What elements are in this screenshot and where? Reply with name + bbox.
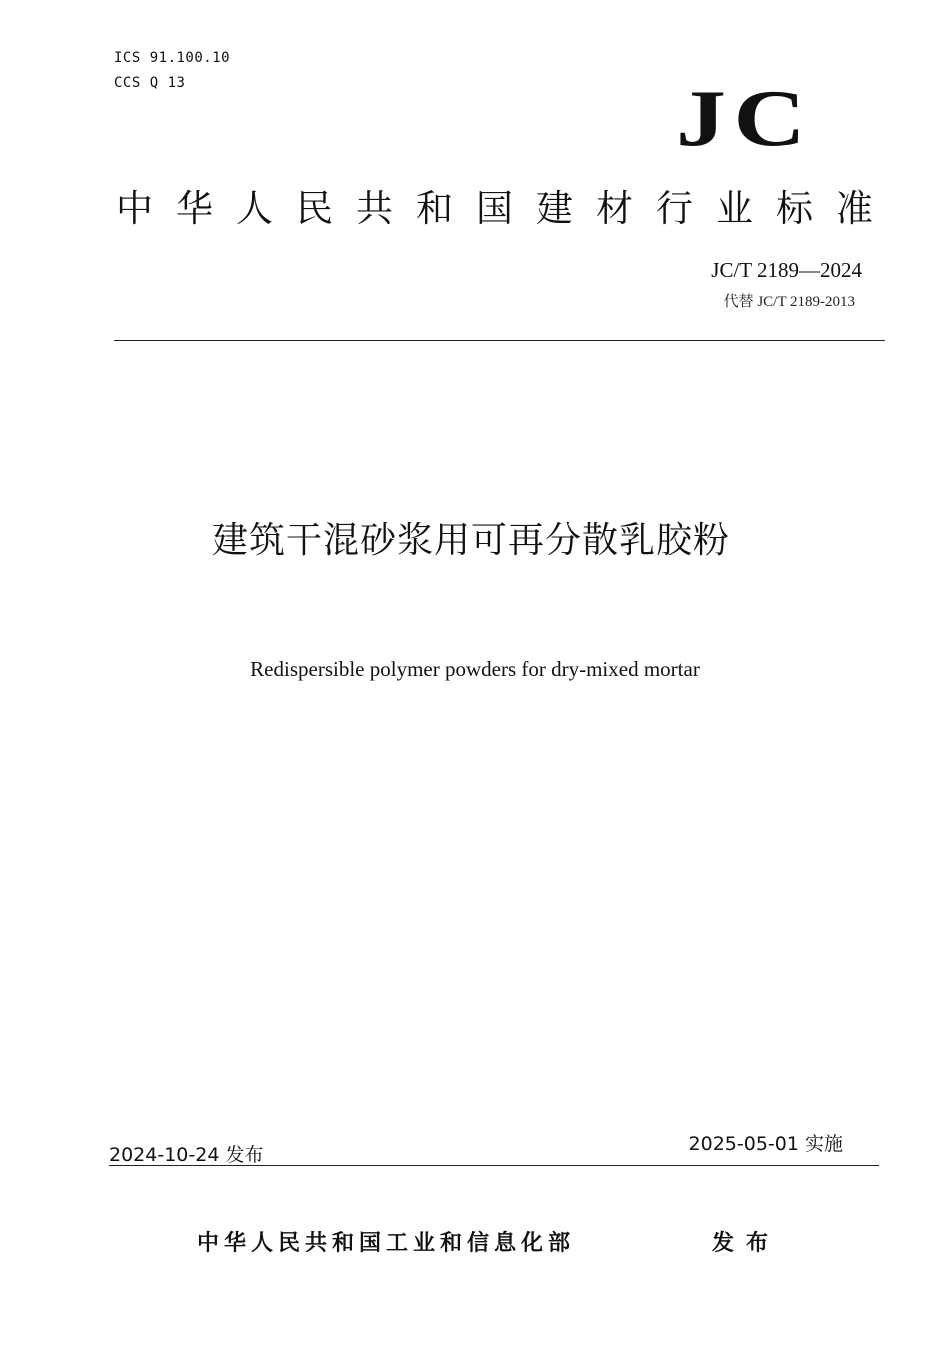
document-title-english: Redispersible polymer powders for dry-mixed mortar	[250, 657, 700, 681]
top-divider	[114, 340, 885, 341]
jc-logo: JC	[676, 75, 814, 163]
organization-title: 中华人民共和国建材行业标准	[116, 187, 896, 230]
publisher-name: 中华人民共和国工业和信息化部	[197, 1231, 576, 1256]
ccs-code: CCS Q 13	[114, 75, 186, 91]
effective-date: 2025-05-01 实施	[688, 1133, 843, 1155]
publish-label: 发布	[712, 1231, 781, 1256]
ics-code: ICS 91.100.10	[114, 50, 231, 66]
bottom-divider	[109, 1165, 879, 1166]
replaces-standard: 代替 JC/T 2189-2013	[723, 294, 855, 310]
standard-number: JC/T 2189—2024	[711, 258, 862, 282]
issue-date: 2024-10-24 发布	[109, 1144, 264, 1166]
document-title-chinese: 建筑干混砂浆用可再分散乳胶粉	[211, 520, 730, 561]
